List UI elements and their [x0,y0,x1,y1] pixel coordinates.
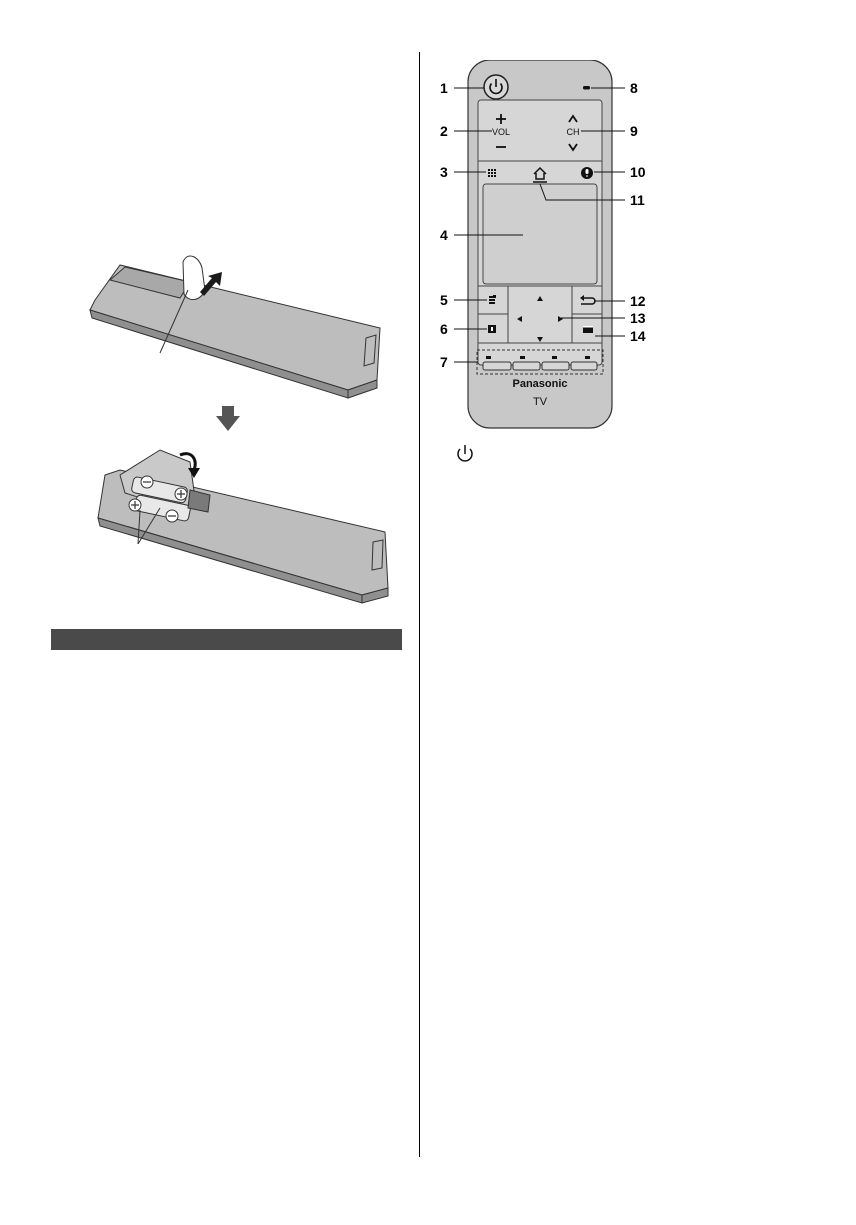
callout-9: 9 [630,123,638,139]
remote-top-illustration [90,256,380,398]
vol-label: VOL [491,127,511,137]
callout-3: 3 [440,164,448,180]
callout-12: 12 [630,293,646,309]
callout-11: 11 [630,192,645,208]
callout-1: 1 [440,80,448,96]
guide-icon[interactable] [489,295,496,304]
callout-8: 8 [630,80,638,96]
callout-2: 2 [440,123,448,139]
apps-grid-icon[interactable] [488,169,496,177]
remote-control-diagram [430,60,670,440]
battery-installation-illustration [80,250,420,615]
brand-label: Panasonic [512,378,568,390]
callout-4: 4 [440,227,448,243]
callout-13: 13 [630,310,646,326]
indicator-led [583,86,590,90]
menu-icon[interactable] [583,326,593,333]
ch-label: CH [566,127,580,137]
section-header-bar [51,629,402,650]
callout-5: 5 [440,292,448,308]
power-button[interactable] [484,75,508,99]
info-icon[interactable] [488,325,496,333]
callout-7: 7 [440,354,448,370]
microphone-icon[interactable] [581,167,593,179]
callout-10: 10 [630,164,646,180]
power-icon [453,444,477,464]
remote-bottom-illustration [98,450,388,603]
callout-14: 14 [630,328,646,344]
callout-6: 6 [440,321,448,337]
model-label: TV [532,396,548,408]
down-arrow-icon [216,406,240,431]
touch-pad[interactable] [483,184,597,284]
